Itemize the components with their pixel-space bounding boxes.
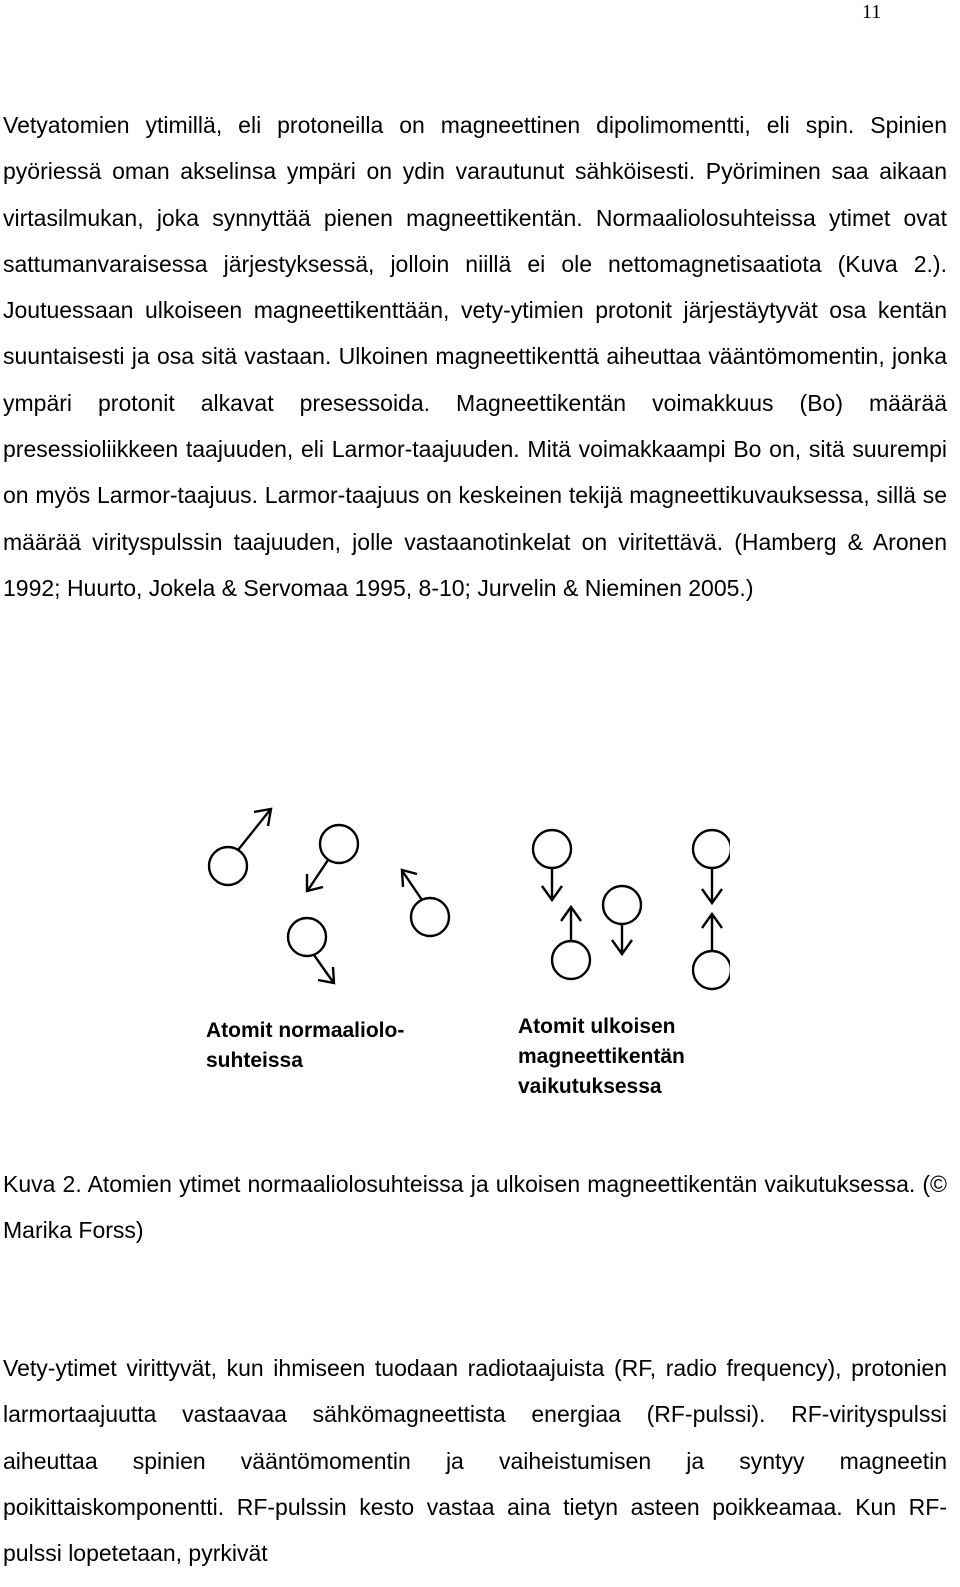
body-paragraph-1: Vetyatomien ytimillä, eli protoneilla on magneettinen dipolimomentti, eli spin. Spinien pyöriessä oman akselinsa ympäri on ydin varautunut sähköisesti. Pyöriminen saa aikaan virtasilmukan, joka synnyttää pienen magneettikentän. Normaaliolosuhteissa ytimet ovat sattumanvaraisessa järjestyksessä, jolloin niillä ei ole nettomagnetisaatiota (Kuva 2.). Joutuessaan ulkoiseen magneettikenttään, vety-ytimien protonit järjestäytyvät osa kentän suuntaisesti ja osa sitä vastaan. Ulkoinen magneettikenttä aiheuttaa vääntömomentin, jonka ympäri protonit alkavat presessoida. Magneettikentän voimakkuus (Bo) määrää presessioliikkeen taajuuden, eli Larmor-taajuuden. Mitä voimakkaampi Bo on, sitä suurempi on myös Larmor-taajuus. Larmor-taajuus on keskeinen tekijä magneettikuvauksessa, sillä se määrää virityspulssin taajuuden, jolle vastaanotinkelat on viritettävä. (Hamberg & Aronen 1992; Huurto, Jokela & Servomaa 1995, 8-10; Jurvelin & Nieminen 2005.) — [3, 112, 947, 601]
figure-label-external-line-1: Atomit ulkoisen — [518, 1015, 676, 1038]
spin-atom-9 — [693, 914, 730, 989]
spin-atom-3 — [402, 870, 449, 936]
spin-diagram — [190, 790, 730, 1020]
figure-proton-spins — [190, 790, 730, 1110]
spin-atom-5 — [533, 830, 571, 900]
spin-atom-2 — [307, 825, 358, 891]
body-paragraph-2: Vety-ytimet virittyvät, kun ihmiseen tuodaan radiotaajuista (RF, radio frequency), protonien larmortaajuutta vastaavaa sähkömagneettista energiaa (RF-pulssi). RF-virityspulssi aiheuttaa spinien vääntömomentin ja vaiheistumisen ja syntyy magneetin poikittaiskomponentti. RF-pulssin kesto vastaa aina tietyn asteen poikkeamaa. Kun RF-pulssi lopetetaan, pyrkivät — [3, 1355, 947, 1567]
spin-atom-4 — [288, 918, 334, 983]
page-number: 11 — [862, 1, 882, 23]
figure-label-normal — [206, 1016, 436, 1076]
spin-atom-8 — [693, 830, 730, 903]
figure-label-external-line-3: vaikutuksessa — [518, 1075, 662, 1098]
spin-atom-1 — [209, 809, 271, 885]
figure-label-normal-line-1: Atomit normaaliolo- — [206, 1019, 405, 1042]
figure-label-normal-line-2: suhteissa — [206, 1049, 303, 1072]
figure-label-external-field — [518, 1012, 728, 1102]
spin-atom-7 — [603, 886, 641, 954]
figure-caption: Kuva 2. Atomien ytimet normaaliolosuhteissa ja ulkoisen magneettikentän vaikutuksessa. (© Marika Forss) — [3, 1171, 947, 1244]
spin-atom-6 — [552, 907, 590, 979]
figure-label-external-line-2: magneettikentän — [518, 1045, 685, 1068]
